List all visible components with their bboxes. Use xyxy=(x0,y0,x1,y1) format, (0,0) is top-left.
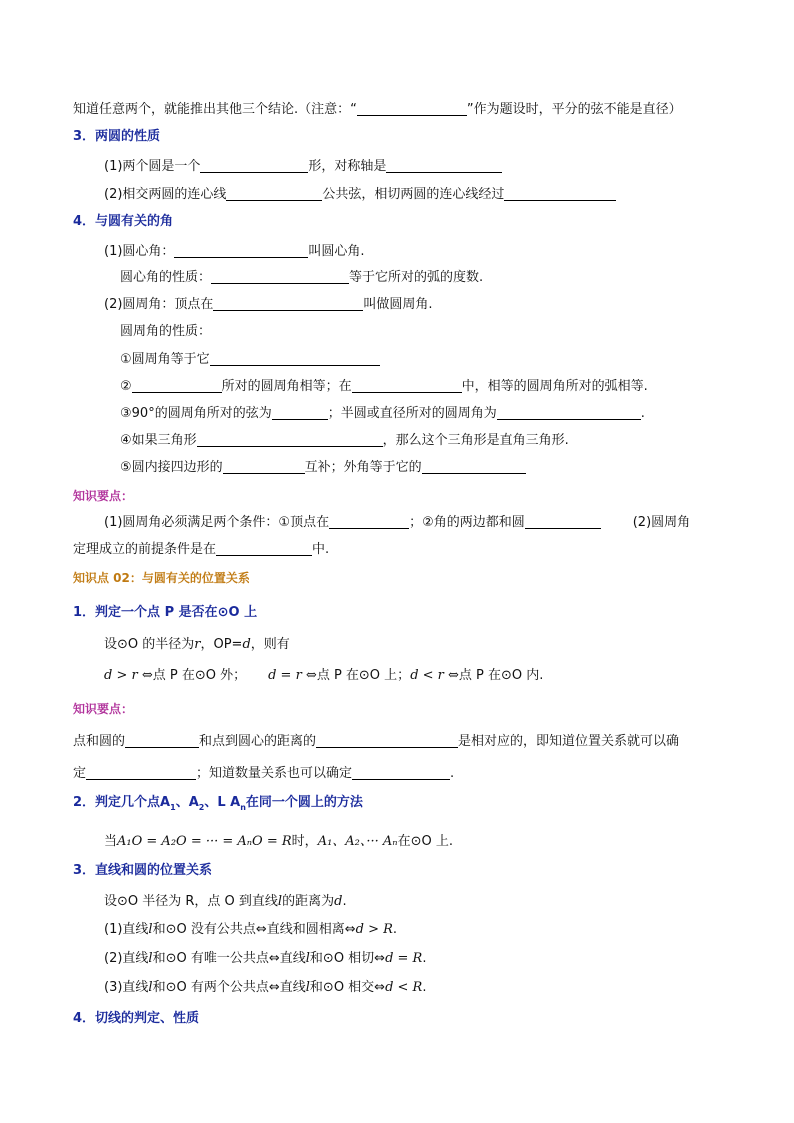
text: 2．判定几个点 xyxy=(73,795,161,810)
heading-concyclic xyxy=(73,794,363,817)
text: 在⊙O 上. xyxy=(397,834,453,849)
line-key-point-1 xyxy=(104,514,690,532)
line-inscribed-property-1 xyxy=(120,351,380,369)
answer-blank[interactable] xyxy=(272,405,328,420)
text: (3)直线 xyxy=(104,980,149,995)
point-a2: A xyxy=(188,795,199,810)
math-relation: d = r ⇔ xyxy=(268,668,317,683)
line-line-circle-setup xyxy=(104,893,347,911)
line-concyclic-method xyxy=(104,833,453,851)
point-a1: A xyxy=(160,795,171,810)
text: 定 xyxy=(73,766,87,781)
text: 的距离为 xyxy=(282,894,335,909)
line-line-circle-2 xyxy=(104,950,427,968)
text: 当 xyxy=(104,834,118,849)
math-relation: d < R xyxy=(385,980,423,995)
text: 时， xyxy=(291,834,318,849)
math-l: l xyxy=(305,951,310,966)
text: 点 P 在⊙O 上； xyxy=(316,668,411,683)
text: 所对的圆周角相等；在 xyxy=(221,379,352,394)
subscript: n xyxy=(240,803,246,812)
line-inscribed-property-title: 圆周角的性质： xyxy=(120,324,212,339)
text: . xyxy=(422,980,427,995)
line-central-angle-property xyxy=(120,269,483,287)
text: . xyxy=(450,766,455,781)
section-heading-02: 知识点 02：与圆有关的位置关系 xyxy=(73,571,250,585)
text: (2)相交两圆的连心线 xyxy=(104,187,227,202)
text: 和点到圆心的距离的 xyxy=(199,734,317,749)
math-d: d xyxy=(334,894,343,909)
answer-blank[interactable] xyxy=(213,296,363,311)
line-relations xyxy=(104,667,543,685)
heading-point-on-circle: 1．判定一个点 P 是否在⊙O 上 xyxy=(73,605,258,620)
text: 点 P 在⊙O 内. xyxy=(458,668,544,683)
answer-blank[interactable] xyxy=(174,243,308,258)
text: ；半圆或直径所对的圆周角为 xyxy=(327,406,497,421)
text: 和⊙O 相切⇔ xyxy=(309,951,386,966)
text: ”作为题设时，平分的弦不能是直径） xyxy=(466,102,682,117)
text: 知道任意两个，就能推出其他三个结论.（注意：“ xyxy=(73,102,357,117)
point-an: A xyxy=(230,795,241,810)
subscript: 1 xyxy=(170,803,176,812)
line-inscribed-property-3 xyxy=(120,405,645,423)
answer-blank[interactable] xyxy=(525,514,601,529)
answer-blank[interactable] xyxy=(386,158,502,173)
math-relation: d < r ⇔ xyxy=(410,668,459,683)
text: 互补；外角等于它的 xyxy=(304,460,422,475)
heading-line-circle: 3．直线和圆的位置关系 xyxy=(73,863,213,878)
math-l: l xyxy=(305,980,310,995)
text: . xyxy=(422,951,427,966)
line-central-angle xyxy=(104,243,365,261)
line-key-point-2 xyxy=(73,541,329,559)
text: (1)圆心角： xyxy=(104,244,175,259)
answer-blank[interactable] xyxy=(223,459,305,474)
line-line-circle-1 xyxy=(104,921,397,939)
text: 中，相等的圆周角所对的弧相等. xyxy=(461,379,648,394)
answer-blank[interactable] xyxy=(497,405,641,420)
key-points-label-2: 知识要点： xyxy=(73,702,134,716)
text: 、 xyxy=(175,795,189,810)
text: 圆心角的性质： xyxy=(120,270,212,285)
answer-blank[interactable] xyxy=(197,432,383,447)
math-relation: d = R xyxy=(385,951,423,966)
text: ；②角的两边都和圆 xyxy=(409,515,525,530)
text: (2)圆周角 xyxy=(632,515,691,530)
text: . xyxy=(392,922,398,937)
line-setup xyxy=(104,636,290,654)
text: 和⊙O 有唯一公共点⇔直线 xyxy=(152,951,306,966)
math-l: l xyxy=(148,951,153,966)
answer-blank[interactable] xyxy=(210,351,380,366)
math-d: d xyxy=(242,637,251,652)
text: 是相对应的，即知道位置关系就可以确 xyxy=(458,734,680,749)
answer-blank[interactable] xyxy=(504,186,616,201)
answer-blank[interactable] xyxy=(125,733,199,748)
text: 、L xyxy=(204,795,231,810)
answer-blank[interactable] xyxy=(86,765,196,780)
text: ⑤圆内接四边形的 xyxy=(120,460,223,475)
text: . xyxy=(342,894,347,909)
math-points: A₁、A₂、··· Aₙ xyxy=(317,834,398,849)
heading-tangent: 4．切线的判定、性质 xyxy=(73,1011,200,1026)
answer-blank[interactable] xyxy=(211,269,349,284)
line-two-circles-1 xyxy=(104,158,502,176)
text: ，则有 xyxy=(250,637,290,652)
line-point-circle-2 xyxy=(73,765,454,783)
text: 定理成立的前提条件是在 xyxy=(73,542,217,557)
math-l: l xyxy=(148,980,153,995)
answer-blank[interactable] xyxy=(132,378,222,393)
math-l: l xyxy=(148,922,153,937)
line-inscribed-property-5 xyxy=(120,459,526,477)
text: 设⊙O 的半径为 xyxy=(104,637,195,652)
text: ③90°的圆周角所对的弦为 xyxy=(120,406,272,421)
text: ④如果三角形 xyxy=(120,433,197,448)
text: 和⊙O 没有公共点⇔直线和圆相离⇔ xyxy=(152,922,356,937)
math-r: r xyxy=(194,637,201,652)
text: 设⊙O 半径为 R，点 O 到直线 xyxy=(104,894,278,909)
math-equation: A₁O = A₂O = ··· = AₙO = R xyxy=(117,834,292,849)
answer-blank[interactable] xyxy=(226,186,322,201)
text: . xyxy=(640,406,645,421)
line-line-circle-3 xyxy=(104,979,427,997)
text: 在同一个圆上的方法 xyxy=(245,795,363,810)
text: 中. xyxy=(312,542,330,557)
subscript: 2 xyxy=(198,803,205,812)
text: ①圆周角等于它 xyxy=(120,352,210,367)
text: (1)两个圆是一个 xyxy=(104,159,201,174)
text: 等于它所对的弧的度数. xyxy=(349,270,484,285)
text: ；知道数量关系也可以确定 xyxy=(196,766,353,781)
text: 叫圆心角. xyxy=(308,244,365,259)
text: 叫做圆周角. xyxy=(363,297,433,312)
math-relation: d > r ⇔ xyxy=(104,668,153,683)
heading-two-circles: 3．两圆的性质 xyxy=(73,129,161,144)
math-l: l xyxy=(277,894,283,909)
key-points-label: 知识要点： xyxy=(73,489,134,503)
text: 点 P 在⊙O 外； xyxy=(152,668,247,683)
text: (1)圆周角必须满足两个条件：①顶点在 xyxy=(104,515,330,530)
text: 点和圆的 xyxy=(73,734,126,749)
heading-angles: 4．与圆有关的角 xyxy=(73,214,174,229)
text: 和⊙O 相交⇔ xyxy=(309,980,386,995)
text: 公共弦，相切两圆的连心线经过 xyxy=(322,187,505,202)
text: (2)直线 xyxy=(104,951,149,966)
math-relation: d > R xyxy=(355,922,393,937)
line-inscribed-angle xyxy=(104,296,433,314)
answer-blank[interactable] xyxy=(352,378,462,393)
answer-blank[interactable] xyxy=(316,733,458,748)
line-intro xyxy=(73,101,682,119)
text: ，OP= xyxy=(200,637,243,652)
answer-blank[interactable] xyxy=(357,101,467,116)
text: (2)圆周角：顶点在 xyxy=(104,297,214,312)
answer-blank[interactable] xyxy=(422,459,526,474)
text: 形，对称轴是 xyxy=(308,159,387,174)
line-two-circles-2 xyxy=(104,186,616,204)
answer-blank[interactable] xyxy=(216,541,312,556)
text: ② xyxy=(120,379,132,394)
answer-blank[interactable] xyxy=(200,158,308,173)
text: (1)直线 xyxy=(104,922,149,937)
text: ，那么这个三角形是直角三角形. xyxy=(382,433,569,448)
answer-blank[interactable] xyxy=(352,765,450,780)
line-point-circle-1 xyxy=(73,733,679,751)
line-inscribed-property-4 xyxy=(120,432,569,450)
text: 和⊙O 有两个公共点⇔直线 xyxy=(152,980,306,995)
line-inscribed-property-2 xyxy=(120,378,648,396)
answer-blank[interactable] xyxy=(329,514,409,529)
